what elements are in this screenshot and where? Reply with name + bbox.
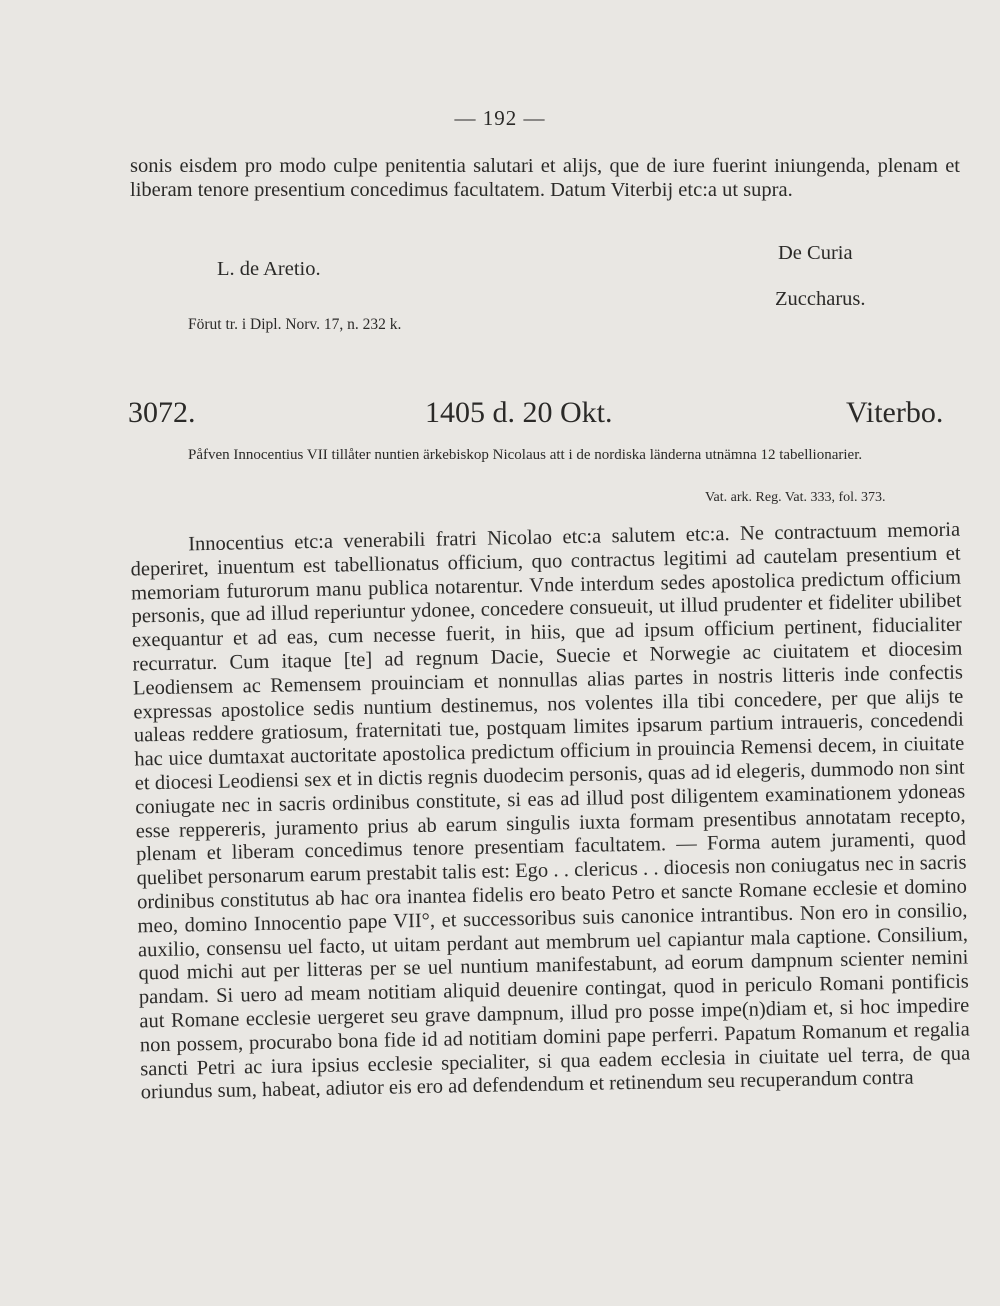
signature-right-curia: De Curia: [778, 242, 853, 264]
signature-left: L. de Aretio.: [217, 258, 321, 280]
document-date: 1405 d. 20 Okt.: [425, 396, 613, 429]
page-number: — 192 —: [454, 106, 546, 130]
document-body: Innocentius etc:a venerabili fratri Nicolao etc:a salutem etc:a. Ne contractuum memoria deperiret, inuentum est tabellionatus officium, quo contractus legitimi ad cautelam presentium et memoriam futurorum manu publica notarentur. Vnde interdum sedes apostolica predictum officium personis, que ad illud reperiuntur ydonee, concedere consueuit, ut illud prudenter et fideliter ubilibet exequantur et ad eas, cum necesse fuerit, in hiis, que ad ipsum officium pertinent, fiducialiter recurratur. Cum itaque [te] ad regnum Dacie, Suecie et Norwegie ac ciuitatem et diocesim Leodiensem ac Remensem prouinciam et nonnullas alias partes in nostris litteris inde confectis expressas apostolice sedis nuntium destinemus, nos volentes illa tibi concedere, per que alijs te ualeas reddere gratiosum, fraternitati tue, postquam limites ipsarum partium intraueris, concedendi hac uice dumtaxat auctoritate apostolica predictum officium in prouincia Remensi decem, in ciuitate et diocesi Leodiensi sex et in dictis regnis duodecim personis, quas ad id elegeris, dummodo non sint coniugate nec in sacris ordinibus constitute, si eas ad illud post diligentem examinationem ydoneas esse reppereris, juramento prius ab earum singulis iuxta formam presentibus annotatam recepto, plenam et liberam concedimus tenore presentiam facultatem. — Forma autem juramenti, quod quelibet personarum earum prestabit talis est: Ego . . clericus . . diocesis non coniugatus nec in sacris ordinibus constitutus ab hac ora inantea fidelis ero beato Petro et sancte Romane ecclesie et domino meo, domino Innocentio pape VII°, et successoribus suis canonice intrantibus. Non ero in consilio, auxilio, consensu uel facto, ut uitam perdant aut membrum uel capiantur mala captione. Consilium, quod michi aut per litteras per se uel nuntium manifestabunt, ad eorum dampnum scienter nemini pandam. Si uero ad meam notitiam aliquid deuenire contingat, quod in periculo Romani pontificis aut Romane ecclesie uergeret seu grave dampnum, illud pro posse impe(n)diam et, si hoc impedire non possem, procurabo bona fide id ad notitiam domini pape perferri. Papatum Romanum et regalia sancti Petri ac iura ipsius ecclesie specialiter, si qua eadem ecclesia in ciuitate uel terra, de qua oriundus sum, habeat, adiutor eis ero ad defendendum et retinendum seu recuperandum contra: [130, 518, 971, 1104]
top-paragraph: sonis eisdem pro modo culpe penitentia salutari et alijs, que de iure fuerint iniungenda, plenam et liberam tenore presentium concedimus facultatem. Datum Viterbij etc:a ut supra.: [130, 155, 960, 201]
document-number: 3072.: [128, 396, 196, 429]
signature-right-name: Zuccharus.: [775, 288, 866, 310]
print-note: Förut tr. i Dipl. Norv. 17, n. 232 k.: [188, 316, 402, 333]
document-place: Viterbo.: [846, 396, 944, 429]
document-source: Vat. ark. Reg. Vat. 333, fol. 373.: [705, 490, 886, 505]
document-summary: Påfven Innocentius VII tillåter nuntien ärkebiskop Nicolaus att i de nordiska länderna utnämna 12 tabellionarier.: [188, 447, 863, 463]
